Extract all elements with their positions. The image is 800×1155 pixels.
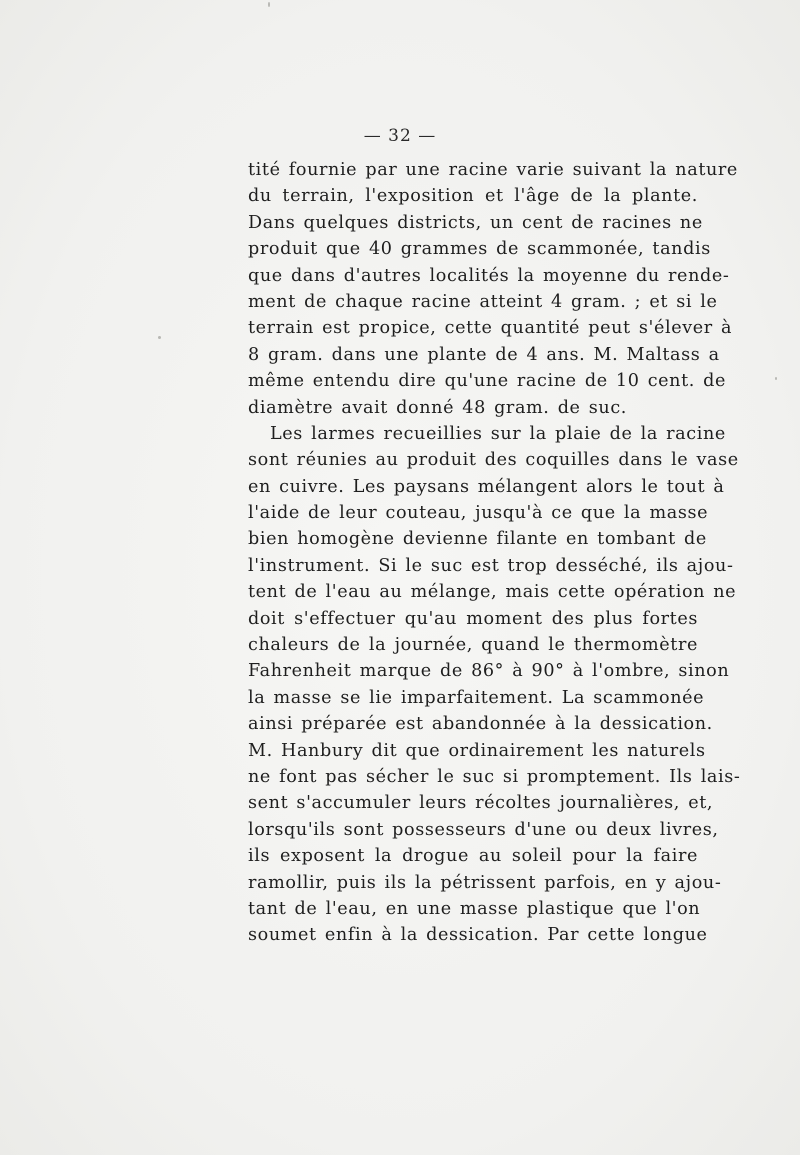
text-line: la masse se lie imparfaitement. La scammonée <box>248 687 705 708</box>
text-line: sent s'accumuler leurs récoltes journalières, et, <box>248 793 714 814</box>
text-line: l'aide de leur couteau, jusqu'à ce que la masse <box>248 503 709 524</box>
text-line: sont réunies au produit des coquilles dans le vase <box>248 450 739 471</box>
text-line: Les larmes recueillies sur la plaie de la racine <box>270 423 726 444</box>
text-line: tent de l'eau au mélange, mais cette opération ne <box>248 582 737 603</box>
text-line: diamètre avait donné 48 gram. de suc. <box>248 397 627 418</box>
scan-speck <box>158 336 161 339</box>
text-line: en cuivre. Les paysans mélangent alors le tout à <box>248 476 725 497</box>
text-line: chaleurs de la journée, quand le thermomètre <box>248 635 698 656</box>
text-line: tité fournie par une racine varie suivant la nature <box>248 160 738 180</box>
text-line: M. Hanbury dit que ordinairement les naturels <box>248 740 706 761</box>
scan-speck <box>775 377 777 380</box>
text-line: tant de l'eau, en une masse plastique que l'on <box>248 898 701 919</box>
text-line: soumet enfin à la dessication. Par cette longue <box>248 925 708 946</box>
text-line: l'instrument. Si le suc est trop desséché, ils ajou- <box>248 555 734 576</box>
scan-speck <box>268 2 270 7</box>
text-line: ment de chaque racine atteint 4 gram. ; et si le <box>248 291 718 312</box>
body-text <box>248 157 741 949</box>
text-line: produit que 40 grammes de scammonée, tandis <box>248 239 711 260</box>
text-line: même entendu dire qu'une racine de 10 cent. de <box>248 371 727 392</box>
text-line: Fahrenheit marque de 86° à 90° à l'ombre, sinon <box>248 661 730 682</box>
text-line: ramollir, puis ils la pétrissent parfois, en y ajou- <box>248 872 722 893</box>
text-line: du terrain, l'exposition et l'âge de la plante. <box>248 186 698 207</box>
text-line: ils exposent la drogue au soleil pour la faire <box>248 846 698 867</box>
text-line: ainsi préparée est abandonnée à la dessication. <box>248 714 713 735</box>
text-line: bien homogène devienne filante en tombant de <box>248 529 707 550</box>
text-line: 8 gram. dans une plante de 4 ans. M. Maltass a <box>248 344 720 365</box>
page-number: — 32 — <box>363 126 437 146</box>
text-line: ne font pas sécher le suc si promptement. Ils lais- <box>248 766 741 787</box>
text-line: terrain est propice, cette quantité peut s'élever à <box>248 318 733 339</box>
text-line: Dans quelques districts, un cent de racines ne <box>248 212 703 233</box>
text-line: que dans d'autres localités la moyenne du rende- <box>248 265 730 286</box>
text-line: lorsqu'ils sont possesseurs d'une ou deux livres, <box>248 819 719 840</box>
text-line: doit s'effectuer qu'au moment des plus fortes <box>248 608 698 629</box>
